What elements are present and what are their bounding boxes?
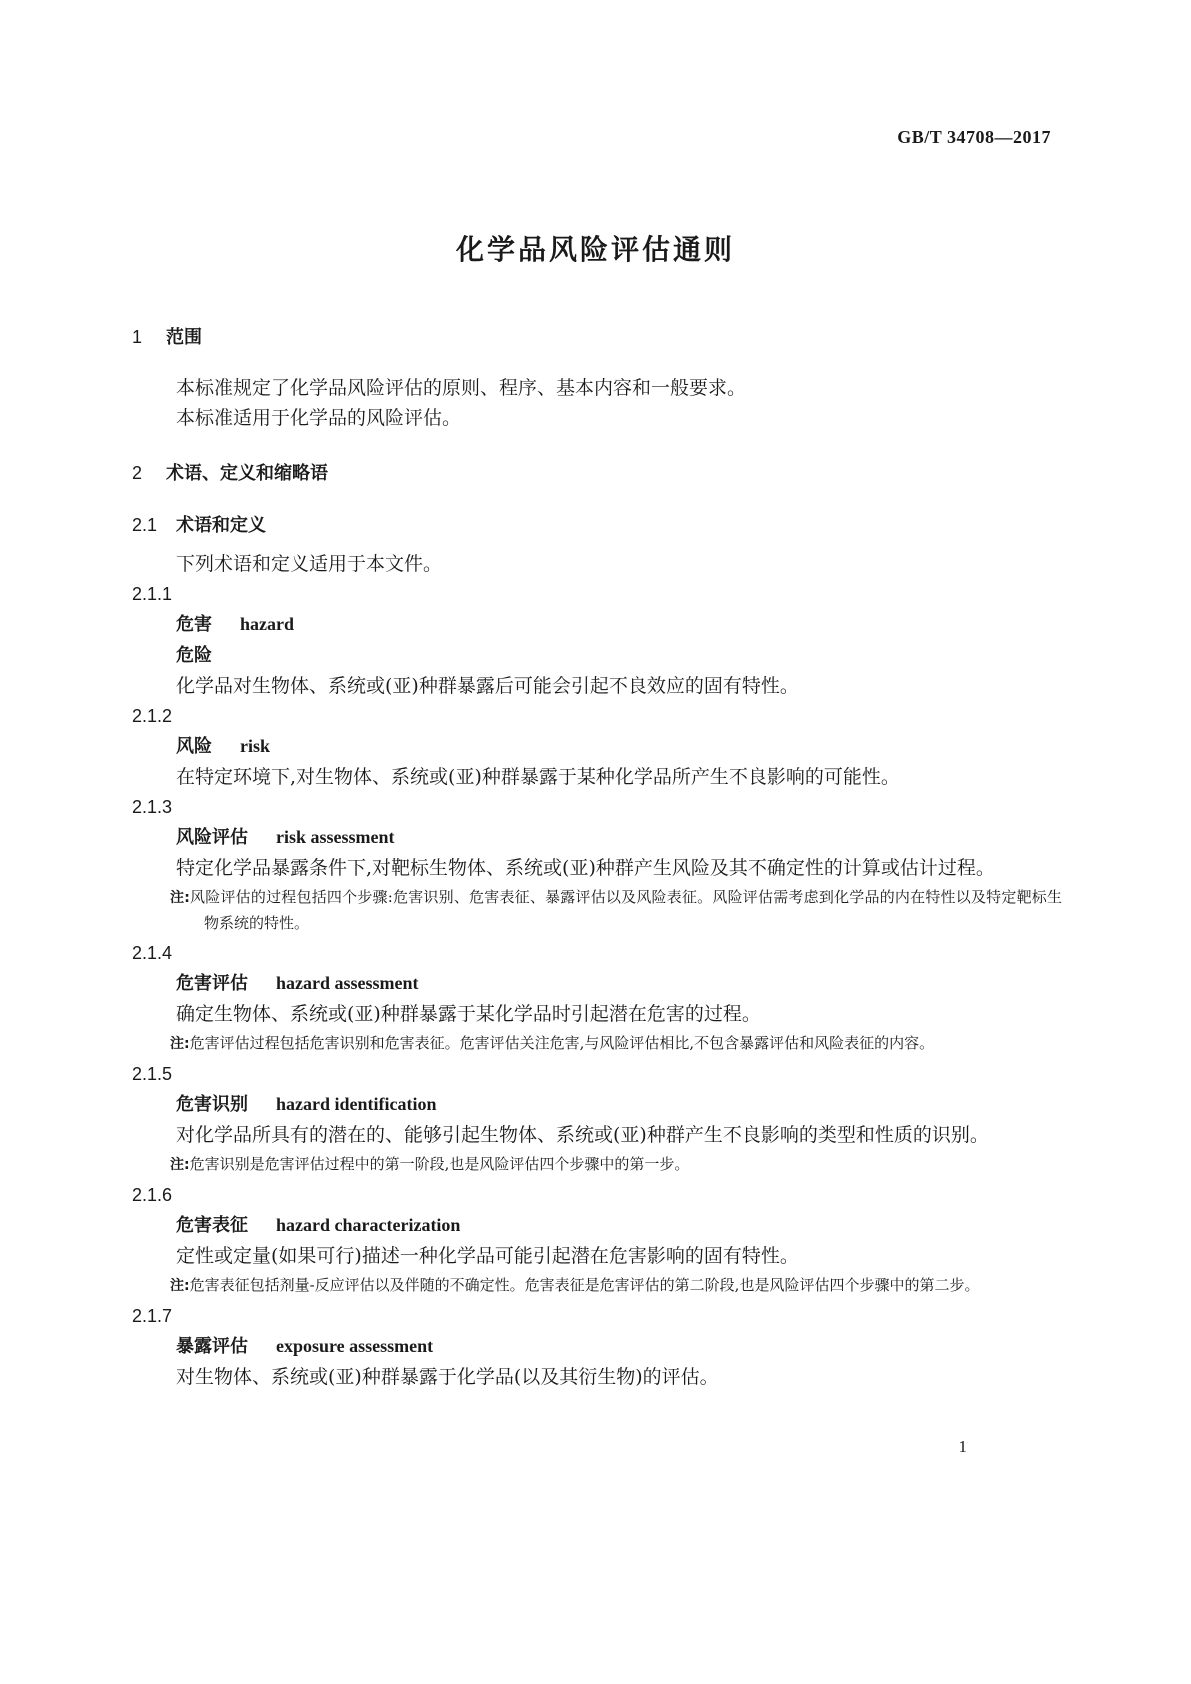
term-number: 2.1.1 xyxy=(132,584,173,604)
term-number: 2.1.6 xyxy=(132,1185,173,1205)
section-title: 术语和定义 xyxy=(176,515,266,536)
section-number: 2.1 xyxy=(132,515,158,535)
term-note xyxy=(170,1152,1062,1178)
term-chinese: 风险评估 xyxy=(176,827,248,848)
paragraph: 下列术语和定义适用于本文件。 xyxy=(176,553,443,575)
section-number: 2 xyxy=(132,463,143,483)
term-note xyxy=(170,1031,1062,1057)
document-body xyxy=(132,323,1062,1392)
document-title: 化学品风险评估通则 xyxy=(455,233,735,266)
paragraph: 本标准规定了化学品风险评估的原则、程序、基本内容和一般要求。 xyxy=(176,377,747,399)
term-heading xyxy=(176,968,1062,999)
note-text: 风险评估的过程包括四个步骤:危害识别、危害表征、暴露评估以及风险表征。风险评估需考虑到化学品的内在特性以及特定靶标生物系统的特性。 xyxy=(189,888,1062,932)
term-english: hazard identification xyxy=(276,1094,437,1114)
term-chinese: 危害识别 xyxy=(176,1094,248,1115)
term-note xyxy=(170,1273,1062,1299)
term-definition: 定性或定量(如果可行)描述一种化学品可能引起潜在危害影响的固有特性。 xyxy=(176,1245,799,1267)
term-english: hazard xyxy=(240,614,294,634)
term-chinese: 暴露评估 xyxy=(176,1336,248,1357)
term-note xyxy=(170,885,1062,936)
term-english: risk xyxy=(240,736,271,756)
section-heading-1 xyxy=(132,323,1062,351)
term-english: hazard assessment xyxy=(276,973,419,993)
term-heading xyxy=(176,1210,1062,1241)
page-number: 1 xyxy=(958,1437,967,1456)
term-number: 2.1.5 xyxy=(132,1064,173,1084)
term-heading xyxy=(176,1331,1062,1362)
term-definition: 特定化学品暴露条件下,对靶标生物体、系统或(亚)种群产生风险及其不确定性的计算或估计过程。 xyxy=(176,857,995,879)
term-heading xyxy=(176,609,1062,640)
note-text: 危害评估过程包括危害识别和危害表征。危害评估关注危害,与风险评估相比,不包含暴露评估和风险表征的内容。 xyxy=(189,1034,935,1052)
paragraph: 本标准适用于化学品的风险评估。 xyxy=(176,407,462,429)
note-label: 注: xyxy=(170,890,190,906)
term-definition: 对化学品所具有的潜在的、能够引起生物体、系统或(亚)种群产生不良影响的类型和性质的识别。 xyxy=(176,1124,989,1146)
term-definition: 化学品对生物体、系统或(亚)种群暴露后可能会引起不良效应的固有特性。 xyxy=(176,675,799,697)
section-number: 1 xyxy=(132,327,143,347)
note-label: 注: xyxy=(170,1157,190,1173)
term-number: 2.1.4 xyxy=(132,943,173,963)
section-title: 术语、定义和缩略语 xyxy=(166,463,328,484)
term-definition: 在特定环境下,对生物体、系统或(亚)种群暴露于某种化学品所产生不良影响的可能性。 xyxy=(176,766,900,788)
term-heading xyxy=(176,822,1062,853)
note-text: 危害识别是危害评估过程中的第一阶段,也是风险评估四个步骤中的第一步。 xyxy=(189,1155,690,1173)
term-heading xyxy=(176,1089,1062,1120)
term-english: exposure assessment xyxy=(276,1336,434,1356)
term-number: 2.1.7 xyxy=(132,1306,173,1326)
term-chinese: 危害表征 xyxy=(176,1215,248,1236)
note-label: 注: xyxy=(170,1278,190,1294)
term-chinese: 危害评估 xyxy=(176,973,248,994)
term-definition: 确定生物体、系统或(亚)种群暴露于某化学品时引起潜在危害的过程。 xyxy=(176,1003,761,1025)
term-number: 2.1.2 xyxy=(132,706,173,726)
note-text: 危害表征包括剂量-反应评估以及伴随的不确定性。危害表征是危害评估的第二阶段,也是风险评估四个步骤中的第二步。 xyxy=(189,1276,980,1294)
term-chinese: 危害 xyxy=(176,614,212,635)
section-heading-2 xyxy=(132,459,1062,487)
subsection-heading-2-1 xyxy=(132,511,1062,539)
term-definition: 对生物体、系统或(亚)种群暴露于化学品(以及其衍生物)的评估。 xyxy=(176,1366,719,1388)
term-heading xyxy=(176,731,1062,762)
term-number: 2.1.3 xyxy=(132,797,173,817)
term-english: risk assessment xyxy=(276,827,395,847)
term-chinese: 风险 xyxy=(176,736,212,757)
section-title: 范围 xyxy=(166,327,202,348)
term-english: hazard characterization xyxy=(276,1215,461,1235)
note-label: 注: xyxy=(170,1036,190,1052)
standard-code: GB/T 34708—2017 xyxy=(897,127,1051,147)
term-alternative: 危险 xyxy=(176,645,212,666)
